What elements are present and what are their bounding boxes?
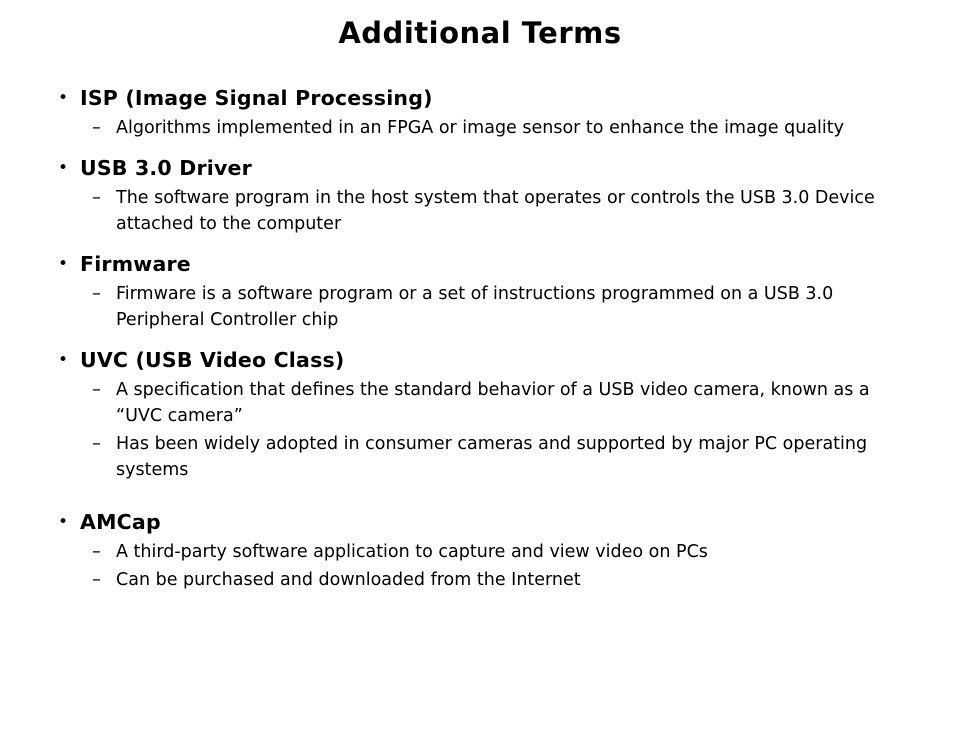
slide-content [0, 85, 960, 593]
dash-icon: – [92, 187, 101, 208]
detail-row [92, 281, 910, 333]
detail-row [92, 567, 910, 593]
term-heading-row [58, 509, 910, 535]
detail-row [92, 377, 910, 429]
term-label: ISP (Image Signal Processing) [80, 85, 433, 110]
detail-text: A third-party software application to capture and view video on PCs [116, 541, 708, 562]
bullet-icon: • [58, 511, 69, 532]
term-heading-row [58, 85, 910, 111]
dash-icon: – [92, 433, 101, 454]
dash-icon: – [92, 117, 101, 138]
detail-row [92, 185, 910, 237]
detail-text: Can be purchased and downloaded from the Internet [116, 569, 581, 590]
dash-icon: – [92, 283, 101, 304]
term-group [58, 347, 910, 483]
term-label: UVC (USB Video Class) [80, 347, 345, 372]
bullet-icon: • [58, 349, 69, 370]
term-group [58, 509, 910, 593]
detail-row [92, 115, 910, 141]
detail-row [92, 431, 910, 483]
dash-icon: – [92, 569, 101, 590]
detail-text: The software program in the host system that operates or controls the USB 3.0 Device attached to the computer [116, 187, 875, 234]
bullet-icon: • [58, 87, 69, 108]
term-group [58, 251, 910, 333]
detail-row [92, 539, 910, 565]
detail-text: Firmware is a software program or a set of instructions programmed on a USB 3.0 Peripheral Controller chip [116, 283, 834, 330]
term-group [58, 85, 910, 141]
term-heading-row [58, 251, 910, 277]
term-label: AMCap [80, 509, 161, 534]
slide [0, 16, 960, 736]
term-group [58, 155, 910, 237]
term-label: Firmware [80, 251, 191, 276]
term-heading-row [58, 347, 910, 373]
detail-text: A specification that defines the standard behavior of a USB video camera, known as a “UVC camera” [116, 379, 870, 426]
term-heading-row [58, 155, 910, 181]
detail-text: Has been widely adopted in consumer cameras and supported by major PC operating systems [116, 433, 868, 480]
bullet-icon: • [58, 253, 69, 274]
page-title: Additional Terms [338, 16, 622, 50]
dash-icon: – [92, 379, 101, 400]
detail-text: Algorithms implemented in an FPGA or image sensor to enhance the image quality [116, 117, 845, 138]
term-label: USB 3.0 Driver [80, 155, 252, 180]
bullet-icon: • [58, 157, 69, 178]
dash-icon: – [92, 541, 101, 562]
